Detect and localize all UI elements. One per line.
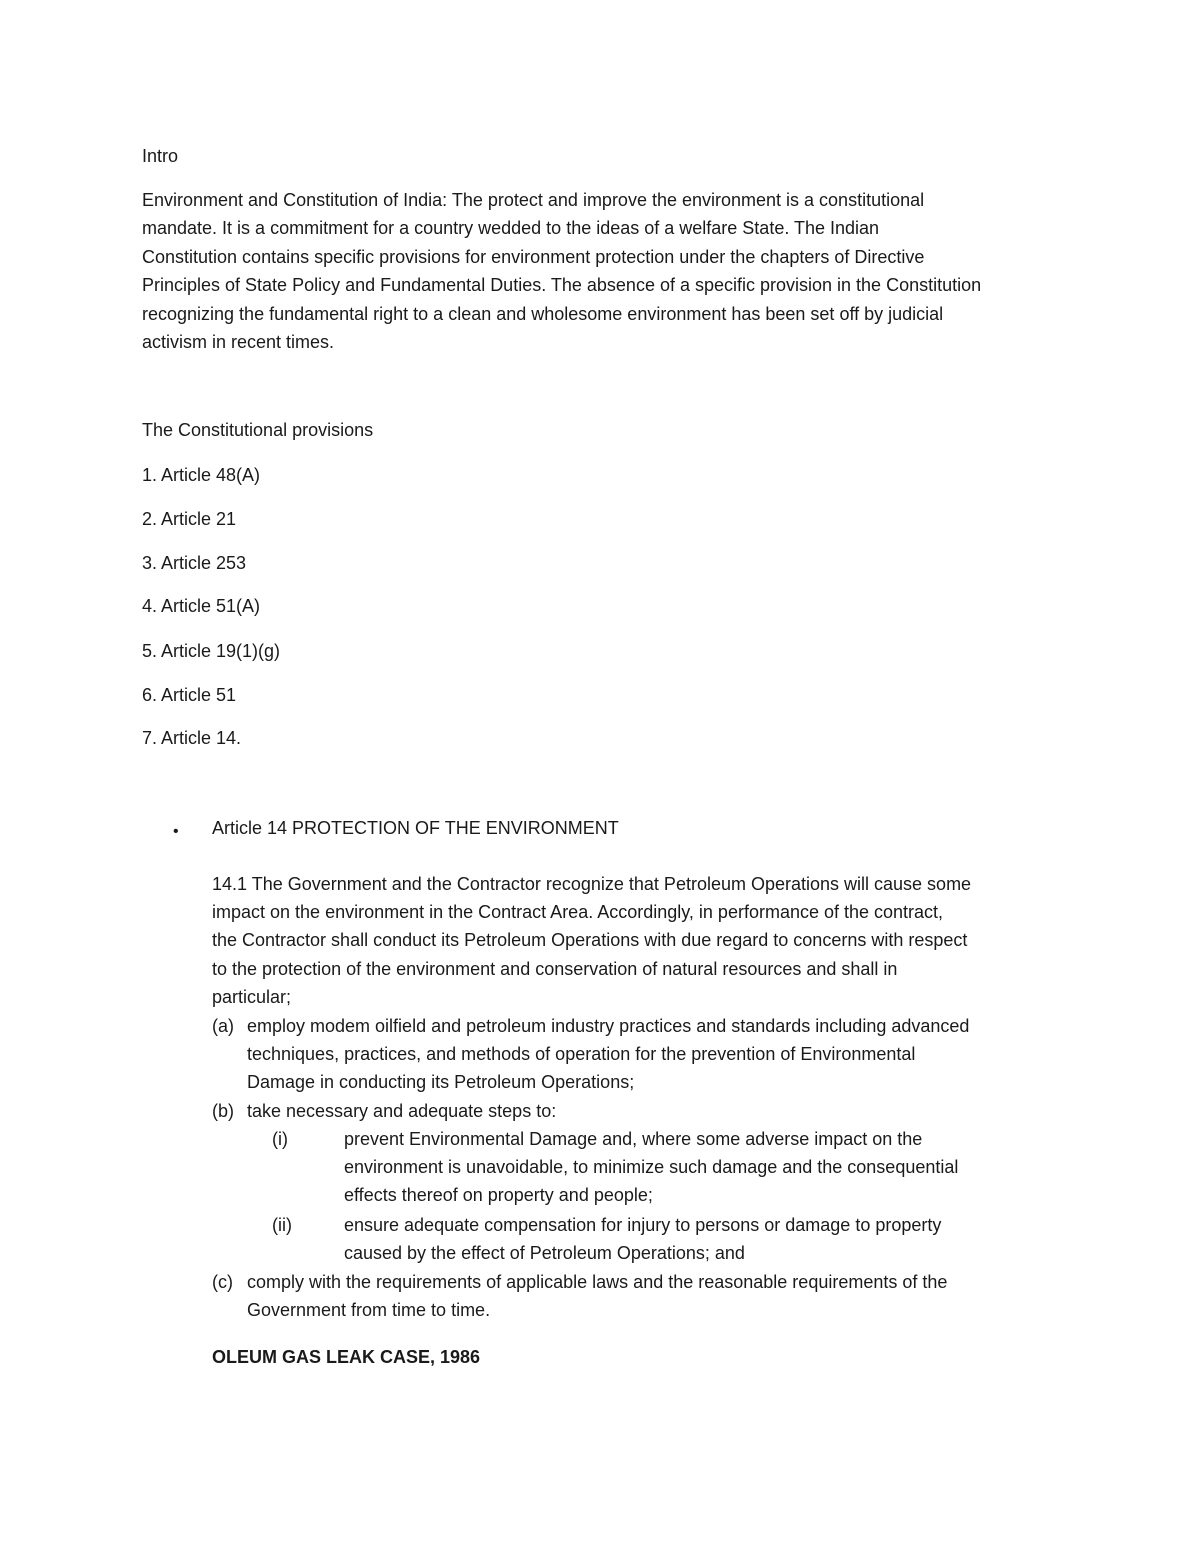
sub-clause-c	[212, 1268, 947, 1324]
intro-line: mandate. It is a commitment for a country wedded to the ideas of a welfare State. The Indian	[142, 218, 880, 239]
provision-item: 5. Article 19(1)(g)	[142, 641, 281, 661]
case-heading: OLEUM GAS LEAK CASE, 1986	[212, 1347, 481, 1367]
sub-clause-b-i	[272, 1125, 958, 1210]
sub-clause-b-ii	[272, 1211, 941, 1267]
sub-clause-line: environment is unavoidable, to minimize such damage and the consequential	[344, 1157, 959, 1178]
intro-heading: Intro	[142, 146, 179, 166]
provision-item: 7. Article 14.	[142, 728, 242, 748]
sub-clause-line: techniques, practices, and methods of operation for the prevention of Environmental	[247, 1044, 916, 1065]
sub-clause-line: Government from time to time.	[247, 1300, 491, 1321]
sub-clause-b	[212, 1097, 556, 1125]
sub-clause-text	[247, 1268, 947, 1324]
sub-clause-line: ensure adequate compensation for injury to persons or damage to property	[344, 1215, 942, 1235]
sub-clause-line: take necessary and adequate steps to:	[247, 1101, 557, 1121]
sub-clause-label: (a)	[212, 1016, 234, 1036]
clause-line: to the protection of the environment and conservation of natural resources and shall in	[212, 958, 898, 979]
sub-clause-line: caused by the effect of Petroleum Operations; and	[344, 1243, 745, 1264]
intro-line: Environment and Constitution of India: The protect and improve the environment is a constitutional	[142, 190, 925, 210]
provision-item: 4. Article 51(A)	[142, 596, 261, 616]
clause-line: impact on the environment in the Contract Area. Accordingly, in performance of the contract,	[212, 902, 944, 923]
sub-clause-text	[247, 1012, 969, 1097]
provision-item: 3. Article 253	[142, 553, 247, 573]
provision-item: 2. Article 21	[142, 509, 237, 529]
provision-item: 1. Article 48(A)	[142, 465, 261, 485]
intro-line: activism in recent times.	[142, 332, 335, 353]
bullet-icon: •	[173, 823, 179, 840]
sub-clause-a	[212, 1012, 969, 1097]
clause-14-1	[212, 870, 971, 1011]
sub-clause-line: prevent Environmental Damage and, where some adverse impact on the	[344, 1129, 923, 1149]
sub-clause-label: (ii)	[272, 1215, 292, 1235]
sub-clause-text	[344, 1211, 941, 1267]
sub-clause-label: (c)	[212, 1272, 233, 1292]
sub-clause-line: Damage in conducting its Petroleum Operations;	[247, 1072, 635, 1093]
clause-line: particular;	[212, 986, 292, 1007]
sub-clause-line: comply with the requirements of applicable laws and the reasonable requirements of the	[247, 1272, 948, 1292]
intro-line: Principles of State Policy and Fundamental Duties. The absence of a specific provision in the Constitution	[142, 275, 982, 296]
clause-line: the Contractor shall conduct its Petroleum Operations with due regard to concerns with respect	[212, 930, 968, 951]
sub-clause-line: employ modem oilfield and petroleum industry practices and standards including advanced	[247, 1016, 970, 1036]
intro-paragraph	[142, 186, 1072, 356]
intro-line: recognizing the fundamental right to a clean and wholesome environment has been set off by judicial	[142, 303, 944, 324]
sub-clause-label: (b)	[212, 1101, 234, 1121]
provision-item: 6. Article 51	[142, 685, 237, 705]
sub-clause-text	[344, 1125, 958, 1210]
article14-heading: Article 14 PROTECTION OF THE ENVIRONMENT	[212, 818, 619, 838]
clause-line: 14.1 The Government and the Contractor recognize that Petroleum Operations will cause some	[212, 874, 972, 894]
sub-clause-text	[247, 1097, 556, 1125]
intro-line: Constitution contains specific provisions for environment protection under the chapters of Directive	[142, 246, 925, 267]
sub-clause-line: effects thereof on property and people;	[344, 1185, 653, 1206]
sub-clause-label: (i)	[272, 1129, 288, 1149]
provisions-heading: The Constitutional provisions	[142, 420, 374, 440]
